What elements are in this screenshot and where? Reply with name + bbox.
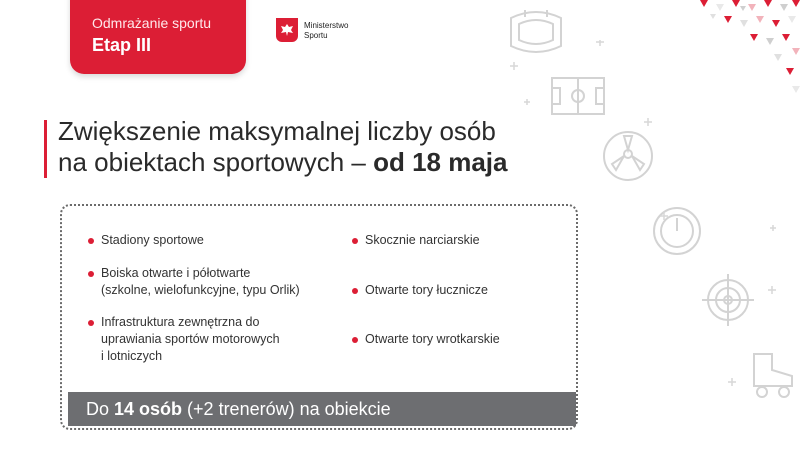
badge-title: Etap III: [92, 35, 152, 55]
bullet-icon: [352, 288, 358, 294]
title-line2: [58, 147, 507, 178]
capacity-suffix: (+2 trenerów) na obiekcie: [182, 399, 391, 419]
title-date: od 18 maja: [373, 147, 508, 177]
bullet-icon: [88, 271, 94, 277]
list-item-text: Otwarte tory wrotkarskie: [365, 332, 500, 346]
list-item: [88, 314, 280, 365]
title-line2-prefix: na obiektach sportowych –: [58, 147, 374, 177]
list-item-text: Otwarte tory łucznicze: [365, 283, 488, 297]
list-item: [88, 265, 300, 299]
list-item-text: Stadiony sportowe: [101, 233, 204, 247]
list-item: [352, 282, 488, 299]
title-line1: Zwiększenie maksymalnej liczby osób: [58, 116, 496, 146]
ministry-name-line1: Ministerstwo: [304, 21, 349, 30]
list-item-text: Skocznie narciarskie: [365, 233, 480, 247]
ministry-name-line2: Sportu: [304, 31, 328, 40]
list-item: [352, 331, 500, 348]
heading-accent-bar: [44, 120, 47, 178]
bullet-icon: [88, 320, 94, 326]
capacity-count: 14 osób: [114, 399, 183, 419]
bullet-icon: [352, 337, 358, 343]
stage-badge: [70, 0, 246, 74]
list-item: [352, 232, 480, 249]
bullet-icon: [352, 238, 358, 244]
ministry-logo: [276, 18, 348, 42]
bullet-icon: [88, 238, 94, 244]
list-item: [88, 232, 204, 249]
triangle-mosaic-decoration: [680, 0, 800, 110]
capacity-prefix: Do: [86, 399, 115, 419]
list-item-text: Boiska otwarte i półotwarte (szkolne, wielofunkcyjne, typu Orlik): [101, 266, 300, 297]
list-item-text: Infrastruktura zewnętrzna do uprawiania sportów motorowych i lotniczych: [101, 315, 280, 363]
badge-subtitle: Odmrażanie sportu: [92, 15, 212, 31]
page-title: [58, 116, 507, 178]
eagle-emblem-icon: [276, 18, 298, 42]
